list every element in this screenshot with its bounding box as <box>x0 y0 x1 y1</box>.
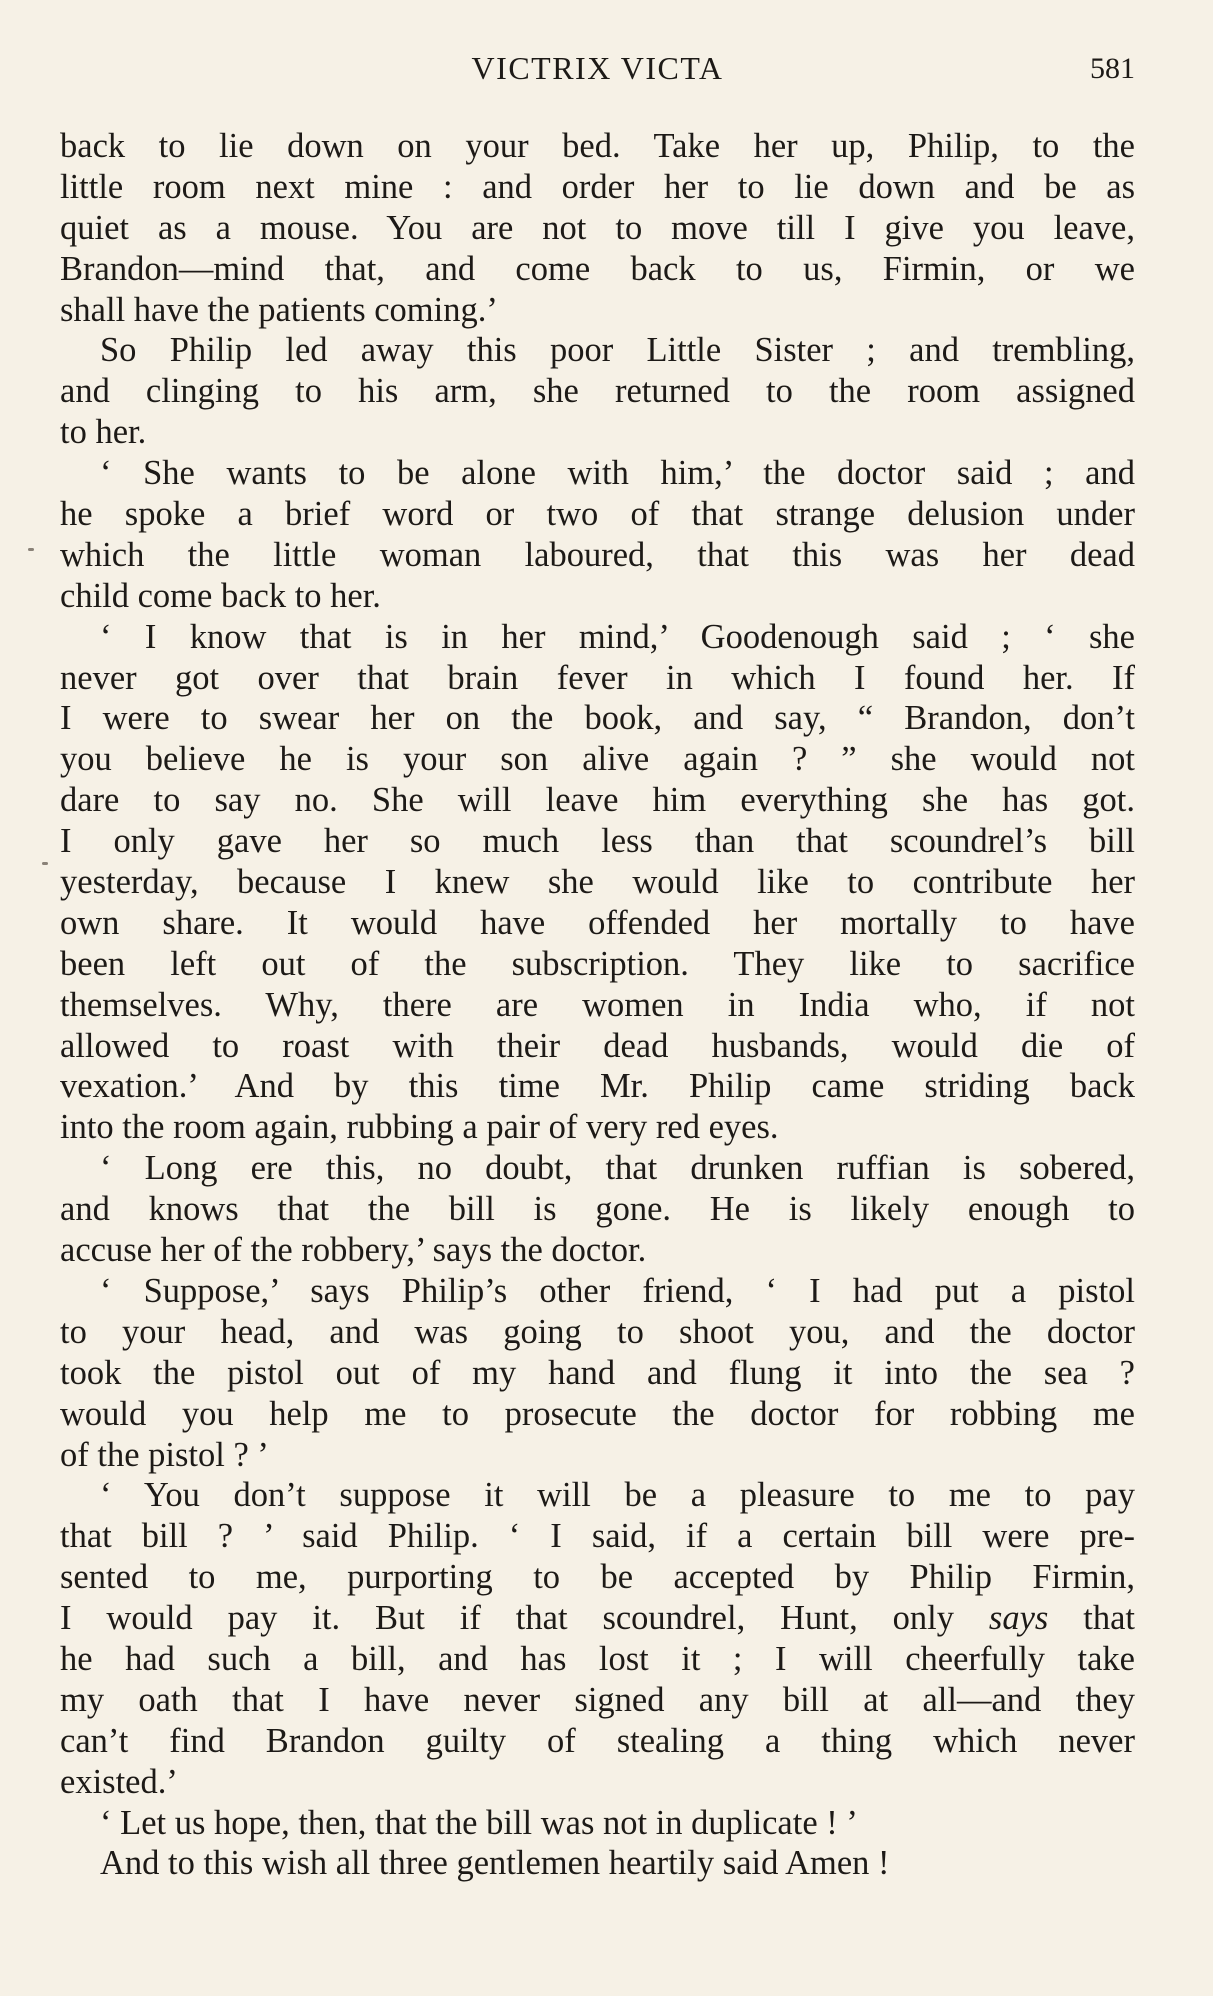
text-line: ‘ Long ere this, no doubt, that drunken ruffian is sobered, <box>100 1149 1135 1188</box>
text-line: been left out of the subscription. They like to sacrifice <box>60 944 1135 983</box>
text-line: of the pistol ? ’ <box>60 1435 269 1474</box>
text-line: back to lie down on your bed. Take her up, Philip, to the <box>60 127 1135 165</box>
text-line: I only gave her so much less than that scoundrel’s bill <box>60 822 1135 861</box>
text-line: themselves. Why, there are women in India who, if not <box>60 985 1135 1024</box>
text-line: he had such a bill, and has lost it ; I will cheerfully take <box>60 1639 1135 1678</box>
text-line: Brandon—mind that, and come back to us, Firmin, or we <box>60 249 1135 288</box>
text-line: sented to me, purporting to be accepted by Philip Firmin, <box>60 1558 1135 1597</box>
paper-speck <box>42 862 48 865</box>
text-line: dare to say no. She will leave him everything she has got. <box>60 781 1135 820</box>
text-line: ‘ She wants to be alone with him,’ the doctor said ; and <box>100 454 1135 493</box>
text-line: into the room again, rubbing a pair of very red eyes. <box>60 1108 779 1147</box>
text-line: to your head, and was going to shoot you, and the doctor <box>60 1312 1135 1351</box>
text-line: to her. <box>60 413 147 452</box>
text-line: vexation.’ And by this time Mr. Philip came striding back <box>60 1067 1135 1106</box>
text-line: existed.’ <box>60 1762 178 1801</box>
text-line: which the little woman laboured, that this was her dead <box>60 535 1135 574</box>
text-line: yesterday, because I knew she would like to contribute her <box>60 863 1135 902</box>
text-segment: that <box>1083 1599 1135 1638</box>
text-line: ‘ Suppose,’ says Philip’s other friend, ‘ I had put a pistol <box>100 1271 1135 1310</box>
text-line: child come back to her. <box>60 576 381 615</box>
body-text <box>60 126 1135 1884</box>
text-line: accuse her of the robbery,’ says the doctor. <box>60 1231 647 1270</box>
text-line: that bill ? ’ said Philip. ‘ I said, if a certain bill were pre- <box>60 1517 1135 1556</box>
text-line: ‘ Let us hope, then, that the bill was not in duplicate ! ’ <box>100 1803 858 1842</box>
text-line: and knows that the bill is gone. He is likely enough to <box>60 1190 1135 1229</box>
text-segment: I would pay it. But if that scoundrel, Hunt, only <box>60 1599 954 1638</box>
text-line: So Philip led away this poor Little Sister ; and trembling, <box>100 331 1135 370</box>
text-line: would you help me to prosecute the doctor for robbing me <box>60 1394 1135 1433</box>
text-line: he spoke a brief word or two of that strange delusion under <box>60 495 1135 534</box>
running-title: VICTRIX VICTA <box>471 50 724 86</box>
text-line: quiet as a mouse. You are not to move till I give you leave, <box>60 208 1135 247</box>
text-line: and clinging to his arm, she returned to the room assigned <box>60 372 1135 411</box>
text-line: took the pistol out of my hand and flung it into the sea ? <box>60 1353 1135 1392</box>
text-line: And to this wish all three gentlemen heartily said Amen ! <box>100 1844 890 1883</box>
text-line: I were to swear her on the book, and say, “ Brandon, don’t <box>60 699 1135 738</box>
text-line: ‘ You don’t suppose it will be a pleasure to me to pay <box>100 1476 1135 1515</box>
text-line: never got over that brain fever in which I found her. If <box>60 658 1135 697</box>
text-line: little room next mine : and order her to lie down and be as <box>60 167 1135 206</box>
text-line <box>60 1598 1135 1639</box>
text-line: own share. It would have offended her mortally to have <box>60 903 1135 942</box>
text-line: shall have the patients coming.’ <box>60 290 498 329</box>
running-head <box>60 50 1135 94</box>
paper-speck <box>28 548 34 551</box>
page-number: 581 <box>1090 52 1135 85</box>
text-line: ‘ I know that is in her mind,’ Goodenough said ; ‘ she <box>100 617 1135 656</box>
text-line: can’t find Brandon guilty of stealing a thing which never <box>60 1721 1135 1760</box>
text-line: you believe he is your son alive again ? ” she would not <box>60 740 1135 779</box>
italic-emphasis: says <box>988 1599 1049 1638</box>
text-line: allowed to roast with their dead husbands, would die of <box>60 1026 1135 1065</box>
text-line: my oath that I have never signed any bill at all—and they <box>60 1680 1135 1719</box>
